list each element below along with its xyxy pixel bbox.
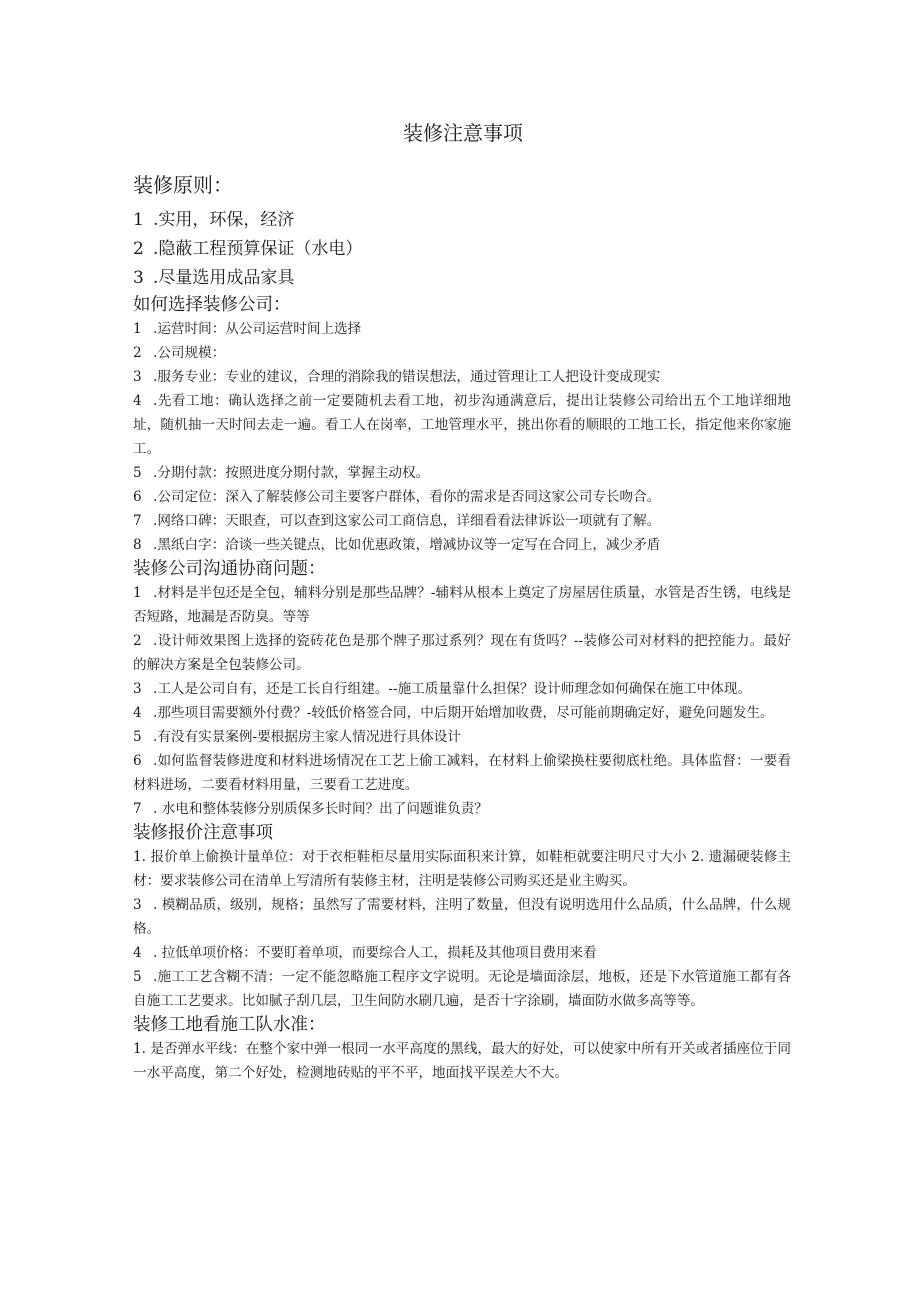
list-item: [133, 677, 791, 701]
item-text: . 拉低单项价格：不要盯着单项，而要综合人工，损耗及其他项目费用来看: [153, 945, 597, 961]
list-item: [133, 965, 791, 1013]
list-item: [133, 461, 791, 485]
list-item: [133, 581, 791, 629]
item-number: 6: [133, 489, 142, 505]
document-title: 装修注意事项: [403, 121, 523, 145]
item-text: .材料是半包还是全包，辅料分别是那些品牌？-辅料从根本上奠定了房屋居住质量，水管是否生锈，电线是否短路，地漏是否防臭。等等: [133, 585, 791, 625]
item-number: 8: [133, 537, 142, 553]
item-number: 2: [133, 239, 144, 259]
item-text: .黑纸白字：洽谈一些关键点，比如优惠政策，增减协议等一定写在合同上，减少矛盾: [153, 537, 661, 553]
list-item: [133, 317, 791, 341]
list-item: [133, 797, 791, 821]
list-item: [133, 701, 791, 725]
item-number: 1: [133, 585, 142, 601]
item-number: 3: [133, 681, 142, 697]
principles-list: [133, 206, 791, 293]
list-item: [133, 941, 791, 965]
list-item: [133, 264, 791, 293]
choose-company-list: [133, 317, 791, 557]
list-item: [133, 533, 791, 557]
list-item: [133, 509, 791, 533]
list-item: [133, 365, 791, 389]
communication-heading: 装修公司沟通协商问题：: [133, 559, 326, 579]
item-number: 1: [133, 321, 142, 337]
item-number: 5: [133, 969, 142, 985]
item-text: .公司定位：深入了解装修公司主要客户群体，看你的需求是否同这家公司专长吻合。: [153, 489, 661, 505]
item-text: .那些项目需要额外付费？-较低价格签合同，中后期开始增加收费，尽可能前期确定好，避免问题发生。: [153, 705, 774, 721]
item-number: 5: [133, 465, 142, 481]
item-text: 1. 报价单上偷换计量单位：对于衣柜鞋柜尽量用实际面积来计算，如鞋柜就要注明尺寸大小 2. 遗漏硬装修主材：要求装修公司在清单上写清所有装修主材，注明是装修公司购买还是业主购买。: [133, 849, 791, 889]
list-item: [133, 206, 791, 235]
item-text: .设计师效果图上选择的瓷砖花色是那个牌子那过系列？现在有货吗？--装修公司对材料的把控能力。最好的解决方案是全包装修公司。: [133, 633, 791, 673]
item-text: .施工工艺含糊不清：一定不能忽略施工程序文字说明。无论是墙面涂层，地板，还是下水管道施工都有各自施工工艺要求。比如腻子刮几层，卫生间防水刷几遍，是否十字涂刷，墙面防水做多高等等。: [133, 969, 791, 1009]
list-item: [133, 893, 791, 941]
item-text: .先看工地：确认选择之前一定要随机去看工地，初步沟通满意后，提出让装修公司给出五个工地详细地址，随机抽一天时间去走一遍。看工人在岗率，工地管理水平，挑出你看的顺眼的工地工长，指定他来你家施工。: [133, 393, 791, 457]
item-text: .如何监督装修进度和材料进场情况在工艺上偷工减料，在材料上偷梁换柱要彻底杜绝。具体监督：一要看材料进场，二要看材料用量，三要看工艺进度。: [133, 753, 791, 793]
list-item: [133, 485, 791, 509]
item-number: 3: [133, 369, 142, 385]
list-item: [133, 725, 791, 749]
item-text: . 模糊品质，级别，规格；虽然写了需要材料，注明了数量，但没有说明选用什么品质，什么品牌，什么规格。: [133, 897, 791, 937]
list-item: [133, 341, 791, 365]
item-text: .有没有实景案例-要根据房主家人情况进行具体设计: [153, 729, 461, 745]
item-text: .公司规模：: [153, 345, 226, 361]
quotation-heading: 装修报价注意事项: [133, 823, 273, 843]
item-text: .服务专业：专业的建议，合理的消除我的错误想法，通过管理让工人把设计变成现实: [153, 369, 661, 385]
item-number: 1: [133, 210, 144, 230]
choose-company-heading: 如何选择装修公司：: [133, 295, 291, 315]
principles-heading: 装修原则：: [133, 173, 233, 197]
item-text: .尽量选用成品家具: [153, 268, 295, 288]
item-text: .网络口碑：天眼查，可以查到这家公司工商信息，详细看看法律诉讼一项就有了解。: [153, 513, 661, 529]
item-text: .实用，环保，经济: [153, 210, 295, 230]
construction-heading: 装修工地看施工队水准：: [133, 1015, 326, 1035]
item-number: 5: [133, 729, 142, 745]
list-item: [133, 1037, 791, 1085]
document-body: [133, 118, 791, 1085]
list-item: [133, 389, 791, 461]
item-number: 2: [133, 633, 142, 649]
item-number: 2: [133, 345, 142, 361]
item-number: 3: [133, 897, 142, 913]
item-number: 7: [133, 513, 142, 529]
item-number: 4: [133, 705, 142, 721]
item-text: .工人是公司自有，还是工长自行组建。--施工质量靠什么担保？设计师理念如何确保在施工中体现。: [153, 681, 752, 697]
item-number: 7: [133, 801, 142, 817]
item-text: .隐蔽工程预算保证（水电）: [153, 239, 363, 259]
item-number: 3: [133, 268, 144, 288]
item-number: 4: [133, 945, 142, 961]
item-text: .运营时间：从公司运营时间上选择: [153, 321, 362, 337]
item-text: .分期付款：按照进度分期付款，掌握主动权。: [153, 465, 430, 481]
list-item: [133, 235, 791, 264]
item-number: 4: [133, 393, 142, 409]
item-text: . 水电和整体装修分别质保多长时间？出了问题谁负责？: [153, 801, 488, 817]
construction-list: [133, 1037, 791, 1085]
communication-list: [133, 581, 791, 821]
item-text: 1. 是否弹水平线：在整个家中弹一根同一水平高度的黑线，最大的好处，可以使家中所有开关或者插座位于同一水平高度，第二个好处，检测地砖贴的平不平，地面找平误差大不大。: [133, 1041, 791, 1081]
list-item: [133, 749, 791, 797]
item-number: 6: [133, 753, 142, 769]
quotation-list: [133, 845, 791, 1013]
list-item: [133, 629, 791, 677]
list-item: [133, 845, 791, 893]
